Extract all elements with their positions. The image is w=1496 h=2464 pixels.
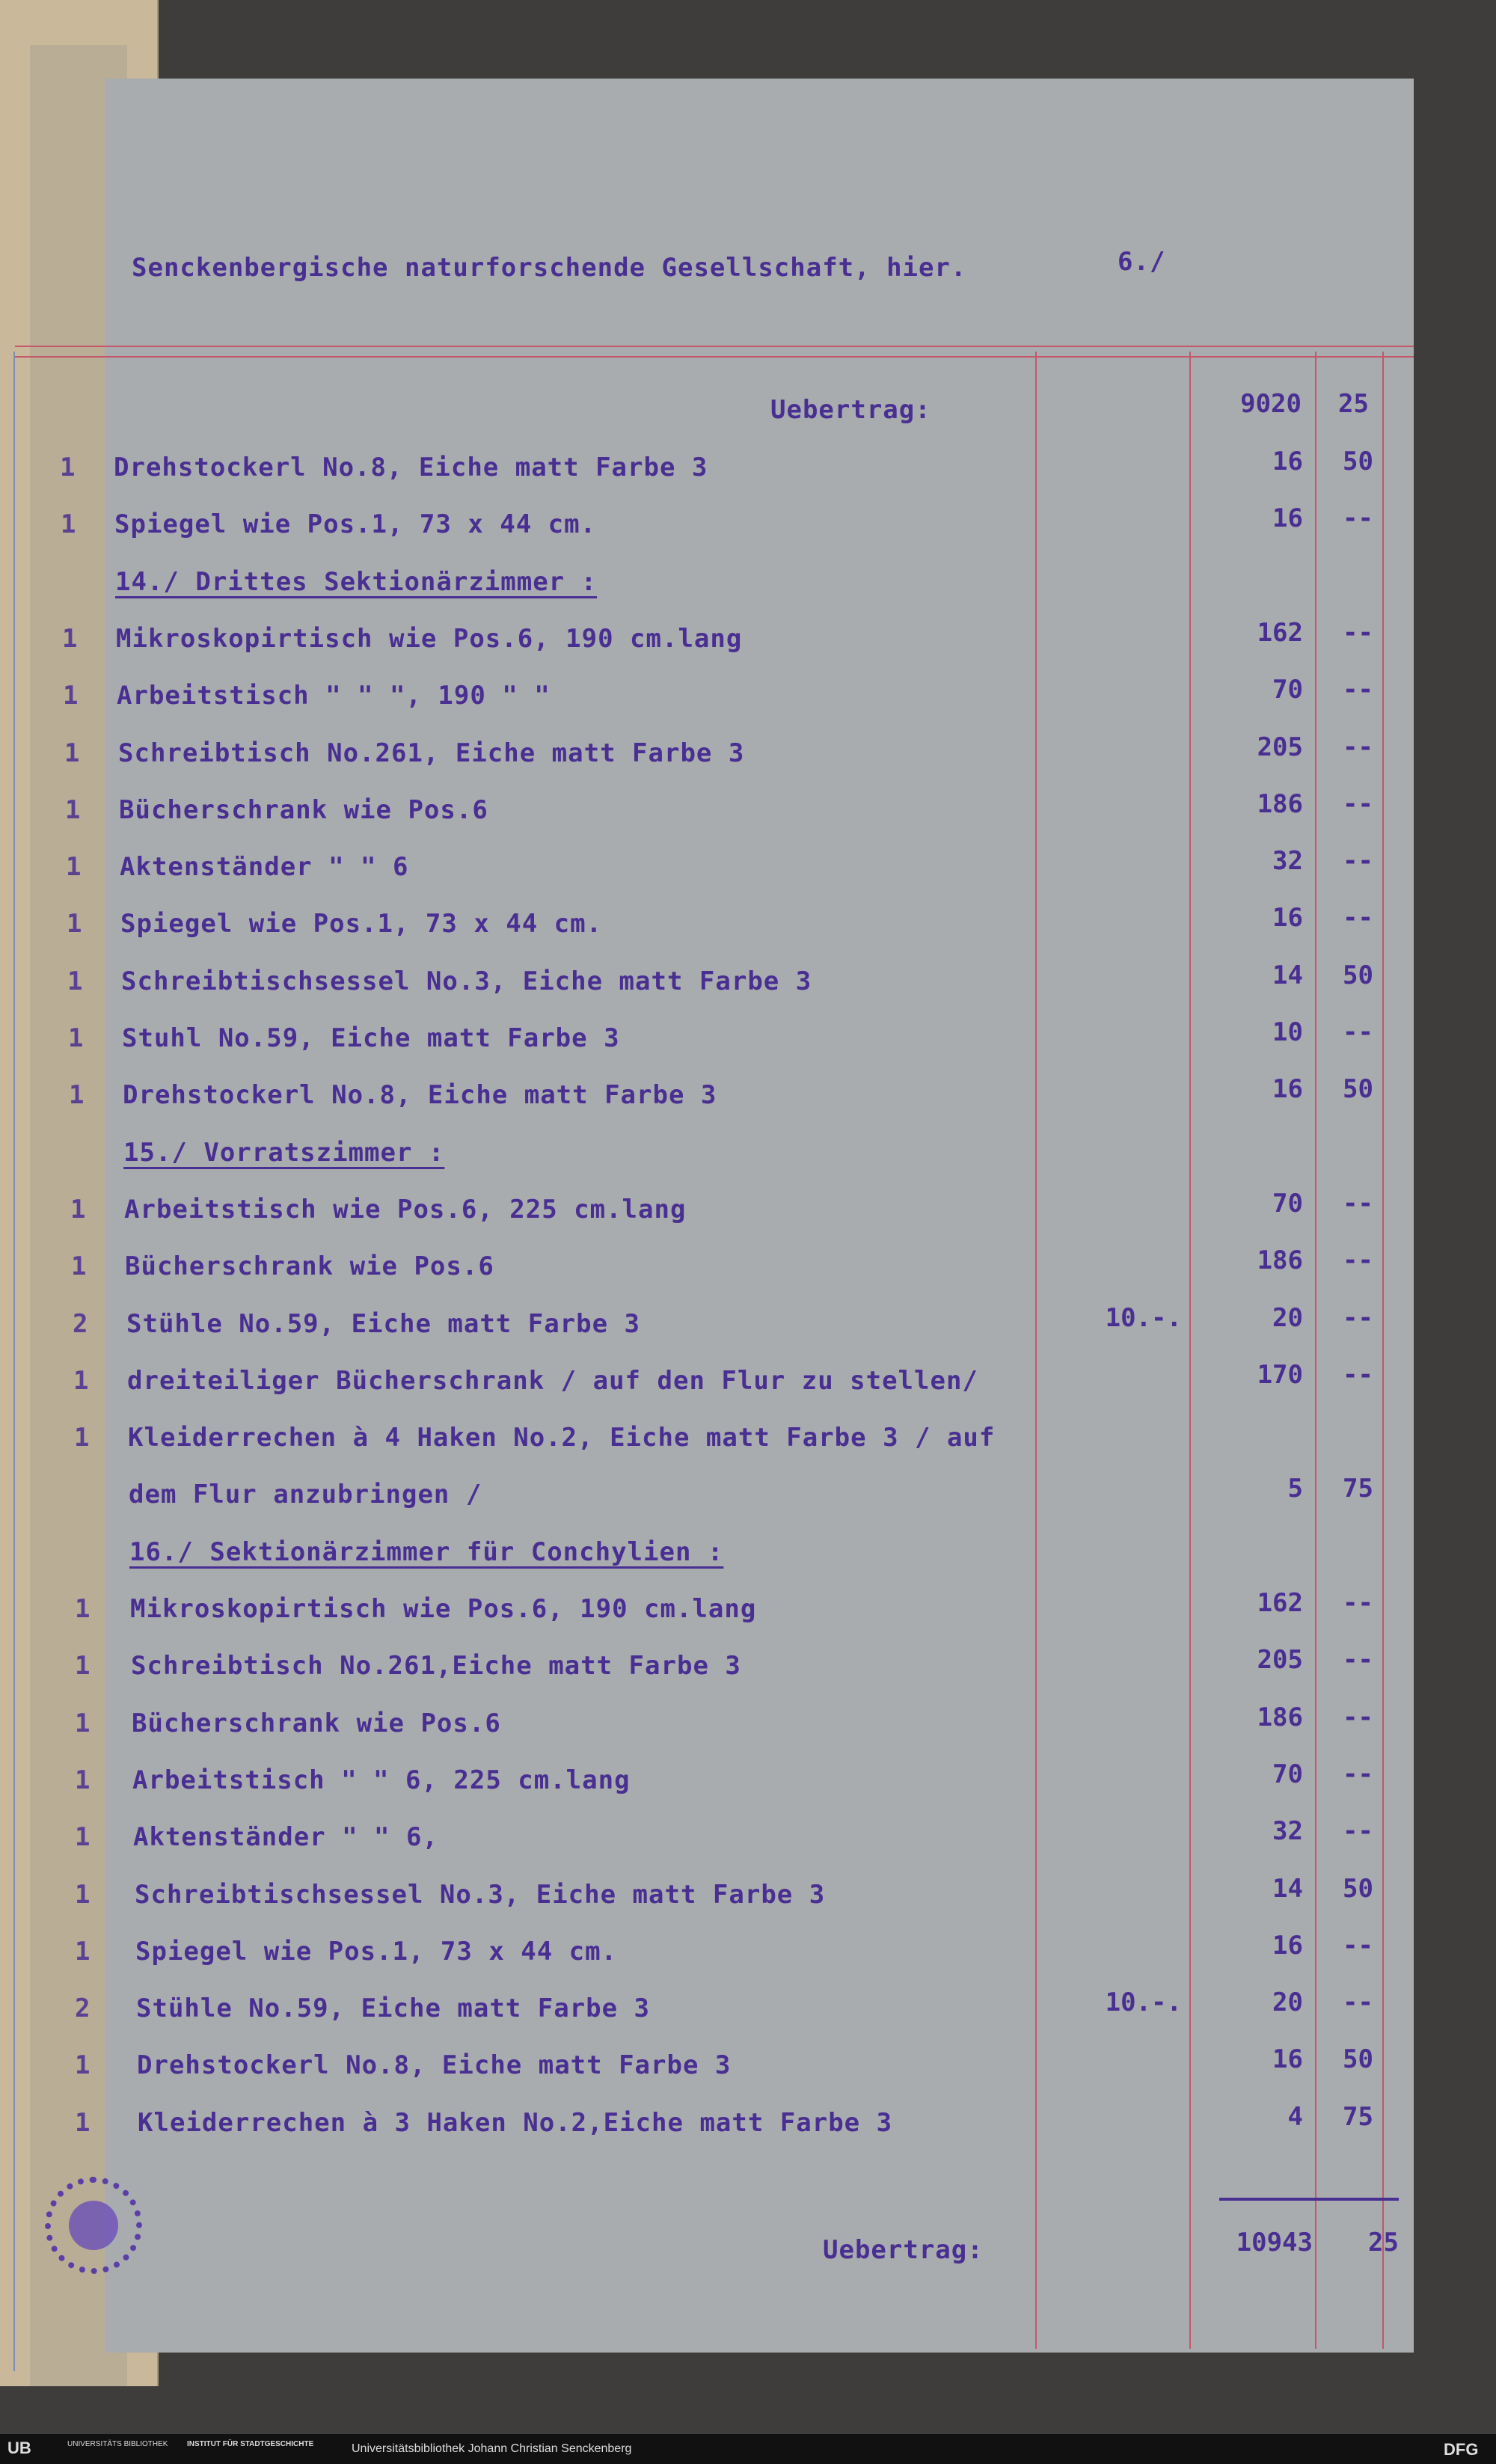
row-description: Mikroskopirtisch wie Pos.6, 190 cm.lang (116, 624, 743, 654)
row-amount: 14 (1272, 1874, 1303, 1904)
row-cents: -- (1343, 1988, 1373, 2017)
row-description: Bücherschrank wie Pos.6 (119, 795, 488, 825)
row-quantity: 2 (73, 1309, 88, 1339)
row-cents: -- (1343, 903, 1373, 933)
row-amount: 32 (1272, 846, 1303, 876)
bleed-through-text (748, 161, 942, 2330)
column-rule-2 (1189, 352, 1191, 2349)
row-quantity: 1 (62, 624, 78, 654)
row-quantity: 1 (70, 1195, 86, 1225)
row-quantity: 1 (74, 1423, 90, 1453)
row-cents: -- (1343, 675, 1373, 705)
row-quantity: 1 (75, 1822, 91, 1852)
row-amount: 186 (1257, 789, 1303, 819)
row-amount: 16 (1272, 2044, 1303, 2074)
row-quantity: 1 (75, 2108, 91, 2138)
row-amount: 162 (1257, 1588, 1303, 1618)
section-heading: 16./ Sektionärzimmer für Conchylien : (129, 1537, 724, 1567)
column-rule-1 (1035, 352, 1037, 2349)
row-cents: 75 (1343, 2102, 1373, 2132)
row-quantity: 1 (65, 795, 81, 825)
row-amount: 4 (1287, 2102, 1303, 2132)
row-cents: 75 (1343, 1474, 1373, 1504)
row-description: Kleiderrechen à 4 Haken No.2, Eiche matt Farbe 3 / auf (128, 1423, 996, 1453)
row-amount: 20 (1272, 1303, 1303, 1333)
row-amount: 10 (1272, 1017, 1303, 1047)
carry-out-cents: 25 (1368, 2228, 1399, 2258)
institute-logo-text: INSTITUT FÜR STADTGESCHICHTE (187, 2440, 314, 2448)
row-description: Spiegel wie Pos.1, 73 x 44 cm. (120, 909, 603, 939)
row-cents: -- (1343, 1360, 1373, 1390)
margin-rule (13, 352, 15, 2371)
row-quantity: 1 (67, 909, 82, 939)
row-description: Drehstockerl No.8, Eiche matt Farbe 3 (123, 1080, 717, 1110)
column-rule-4 (1382, 352, 1384, 2349)
row-description: Stuhl No.59, Eiche matt Farbe 3 (122, 1023, 620, 1053)
ub-logo: UB (7, 2439, 31, 2457)
row-cents: 50 (1343, 1874, 1373, 1904)
row-amount: 186 (1257, 1703, 1303, 1732)
row-cents: -- (1343, 1245, 1373, 1275)
row-description: dem Flur anzubringen / (129, 1480, 482, 1510)
carry-in-cents: 25 (1338, 389, 1369, 419)
carry-out-label: Uebertrag: (823, 2235, 984, 2265)
row-amount: 205 (1257, 732, 1303, 762)
row-cents: -- (1343, 503, 1373, 533)
row-description: Kleiderrechen à 3 Haken No.2,Eiche matt Farbe 3 (138, 2108, 893, 2138)
row-description: Mikroskopirtisch wie Pos.6, 190 cm.lang (130, 1594, 757, 1624)
row-quantity: 1 (60, 453, 76, 482)
row-description: Arbeitstisch " " 6, 225 cm.lang (132, 1765, 631, 1795)
row-cents: -- (1343, 1303, 1373, 1333)
row-amount: 16 (1272, 447, 1303, 476)
row-cents: 50 (1343, 447, 1373, 476)
row-amount: 16 (1272, 903, 1303, 933)
row-quantity: 1 (61, 509, 76, 539)
row-amount: 162 (1257, 618, 1303, 648)
sum-rule (1219, 2198, 1399, 2201)
row-description: Arbeitstisch " " ", 190 " " (117, 681, 551, 711)
row-description: Spiegel wie Pos.1, 73 x 44 cm. (114, 509, 597, 539)
row-quantity: 1 (75, 1765, 91, 1795)
row-cents: -- (1343, 1189, 1373, 1219)
row-unit-price: 10.-. (1105, 1988, 1182, 2017)
row-quantity: 1 (73, 1366, 89, 1396)
row-quantity: 1 (75, 1937, 91, 1967)
row-quantity: 1 (68, 1023, 84, 1053)
row-cents: -- (1343, 1759, 1373, 1789)
row-quantity: 1 (75, 1594, 91, 1624)
row-amount: 16 (1272, 1074, 1303, 1104)
row-quantity: 1 (75, 1708, 91, 1738)
row-quantity: 1 (75, 1651, 91, 1681)
row-cents: 50 (1343, 2044, 1373, 2074)
row-amount: 70 (1272, 1189, 1303, 1219)
row-cents: 50 (1343, 1074, 1373, 1104)
row-cents: -- (1343, 1017, 1373, 1047)
row-quantity: 2 (75, 1993, 91, 2023)
row-cents: -- (1343, 732, 1373, 762)
row-description: Bücherschrank wie Pos.6 (132, 1708, 501, 1738)
row-amount: 5 (1287, 1474, 1303, 1504)
row-description: Stühle No.59, Eiche matt Farbe 3 (136, 1993, 651, 2023)
library-name: Universitätsbibliothek Johann Christian Senckenberg (352, 2442, 632, 2455)
row-cents: -- (1343, 1645, 1373, 1675)
row-description: Aktenständer " " 6, (133, 1822, 438, 1852)
column-rule-3 (1315, 352, 1316, 2349)
section-heading: 14./ Drittes Sektionärzimmer : (115, 567, 598, 597)
dfg-logo: DFG (1444, 2440, 1479, 2459)
row-cents: -- (1343, 1931, 1373, 1961)
top-rule (15, 346, 1414, 347)
row-description: Aktenständer " " 6 (120, 852, 409, 882)
row-amount: 16 (1272, 503, 1303, 533)
carry-in-label: Uebertrag: (770, 395, 931, 425)
row-quantity: 1 (63, 681, 79, 711)
row-cents: -- (1343, 846, 1373, 876)
row-description: Drehstockerl No.8, Eiche matt Farbe 3 (114, 453, 708, 482)
row-quantity: 1 (67, 966, 83, 996)
row-unit-price: 10.-. (1105, 1303, 1182, 1333)
row-description: Stühle No.59, Eiche matt Farbe 3 (126, 1309, 641, 1339)
row-cents: -- (1343, 1816, 1373, 1846)
row-amount: 32 (1272, 1816, 1303, 1846)
row-description: Schreibtisch No.261,Eiche matt Farbe 3 (131, 1651, 741, 1681)
row-amount: 20 (1272, 1988, 1303, 2017)
row-cents: -- (1343, 1588, 1373, 1618)
row-quantity: 1 (66, 852, 82, 882)
row-cents: 50 (1343, 960, 1373, 990)
row-description: Bücherschrank wie Pos.6 (125, 1251, 494, 1281)
library-stamp (45, 2177, 142, 2274)
row-description: Spiegel wie Pos.1, 73 x 44 cm. (135, 1937, 618, 1967)
row-amount: 205 (1257, 1645, 1303, 1675)
row-quantity: 1 (69, 1080, 85, 1110)
row-amount: 170 (1257, 1360, 1303, 1390)
letter-header: Senckenbergische naturforschende Gesellschaft, hier. (132, 253, 967, 283)
row-description: Schreibtischsessel No.3, Eiche matt Farbe 3 (121, 966, 812, 996)
row-quantity: 1 (71, 1251, 87, 1281)
row-description: Schreibtischsessel No.3, Eiche matt Farbe 3 (135, 1880, 826, 1910)
carry-in-amount: 9020 (1240, 389, 1302, 419)
row-amount: 70 (1272, 675, 1303, 705)
row-amount: 16 (1272, 1931, 1303, 1961)
row-description: Arbeitstisch wie Pos.6, 225 cm.lang (124, 1195, 687, 1225)
row-amount: 186 (1257, 1245, 1303, 1275)
row-quantity: 1 (75, 1880, 91, 1910)
row-cents: -- (1343, 789, 1373, 819)
row-quantity: 1 (75, 2050, 91, 2080)
carry-out-amount: 10943 (1236, 2228, 1313, 2258)
page-number: 6./ (1118, 247, 1166, 277)
row-cents: -- (1343, 1703, 1373, 1732)
row-amount: 70 (1272, 1759, 1303, 1789)
section-heading: 15./ Vorratszimmer : (123, 1138, 445, 1168)
row-cents: -- (1343, 618, 1373, 648)
row-description: Drehstockerl No.8, Eiche matt Farbe 3 (137, 2050, 732, 2080)
row-quantity: 1 (64, 738, 80, 768)
ub-logo-text: UNIVERSITÄTS BIBLIOTHEK (67, 2440, 168, 2448)
footer-bar (0, 2434, 1496, 2464)
row-amount: 14 (1272, 960, 1303, 990)
row-description: Schreibtisch No.261, Eiche matt Farbe 3 (118, 738, 745, 768)
row-description: dreiteiliger Bücherschrank / auf den Flur zu stellen/ (127, 1366, 978, 1396)
top-rule-2 (15, 356, 1414, 358)
